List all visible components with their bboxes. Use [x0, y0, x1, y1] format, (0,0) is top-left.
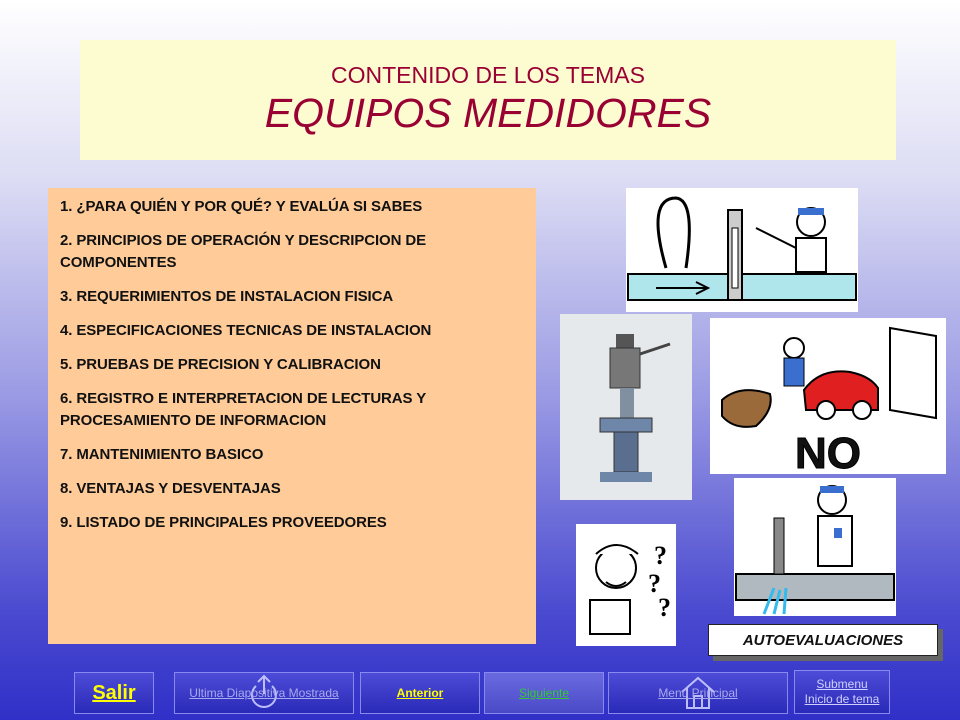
siguiente-button[interactable] — [484, 672, 604, 714]
topic-link-2[interactable]: 2. PRINCIPIOS DE OPERACIÓN Y DESCRIPCION DE COMPONENTES — [60, 232, 427, 271]
leak-cartoon-image — [734, 478, 896, 616]
no-sign-text: NO — [795, 429, 861, 474]
menu-principal-button[interactable] — [608, 672, 788, 714]
ultima-diapositiva-button[interactable] — [174, 672, 354, 714]
ultima-diapositiva-label: Ultima Diapositiva Mostrada — [189, 686, 339, 700]
title-box — [80, 40, 896, 160]
salir-label: Salir — [92, 681, 136, 704]
topic-link-1[interactable]: 1. ¿PARA QUIÉN Y POR QUÉ? Y EVALÚA SI SABES — [60, 198, 423, 215]
svg-text:?: ? — [654, 541, 667, 570]
topic-link-8[interactable]: 8. VENTAJAS Y DESVENTAJAS — [60, 480, 281, 497]
anterior-button[interactable] — [360, 672, 480, 714]
inicio-tema-label: Inicio de tema — [804, 692, 880, 706]
topic-link-7[interactable]: 7. MANTENIMIENTO BASICO — [60, 446, 264, 463]
submenu-label: Submenu — [816, 677, 868, 691]
topics-list — [48, 188, 536, 644]
anterior-label: Anterior — [396, 686, 444, 700]
autoevaluaciones-button[interactable] — [708, 624, 938, 656]
question-cartoon-image — [576, 524, 676, 646]
topic-link-9[interactable]: 9. LISTADO DE PRINCIPALES PROVEEDORES — [60, 514, 387, 531]
menu-principal-label: Menú Principal — [658, 686, 738, 700]
siguiente-label: Siguiente — [518, 686, 570, 700]
no-car-cartoon-image — [710, 318, 946, 474]
svg-text:?: ? — [648, 569, 661, 598]
svg-text:?: ? — [658, 593, 671, 622]
topic-link-4[interactable]: 4. ESPECIFICACIONES TECNICAS DE INSTALACION — [60, 322, 432, 339]
submenu-button[interactable] — [794, 670, 890, 714]
topic-link-6[interactable]: 6. REGISTRO E INTERPRETACION DE LECTURAS Y PROCESAMIENTO DE INFORMACION — [60, 390, 426, 429]
topic-link-5[interactable]: 5. PRUEBAS DE PRECISION Y CALIBRACION — [60, 356, 381, 373]
salir-button[interactable] — [74, 672, 154, 714]
slide-title: EQUIPOS MEDIDORES — [264, 90, 712, 136]
autoevaluaciones-label: AUTOEVALUACIONES — [742, 631, 904, 649]
slide-subtitle: CONTENIDO DE LOS TEMAS — [331, 62, 645, 88]
manometer-cartoon-image — [626, 188, 858, 312]
meter-photo-image — [560, 314, 692, 500]
topic-link-3[interactable]: 3. REQUERIMIENTOS DE INSTALACION FISICA — [60, 288, 394, 305]
